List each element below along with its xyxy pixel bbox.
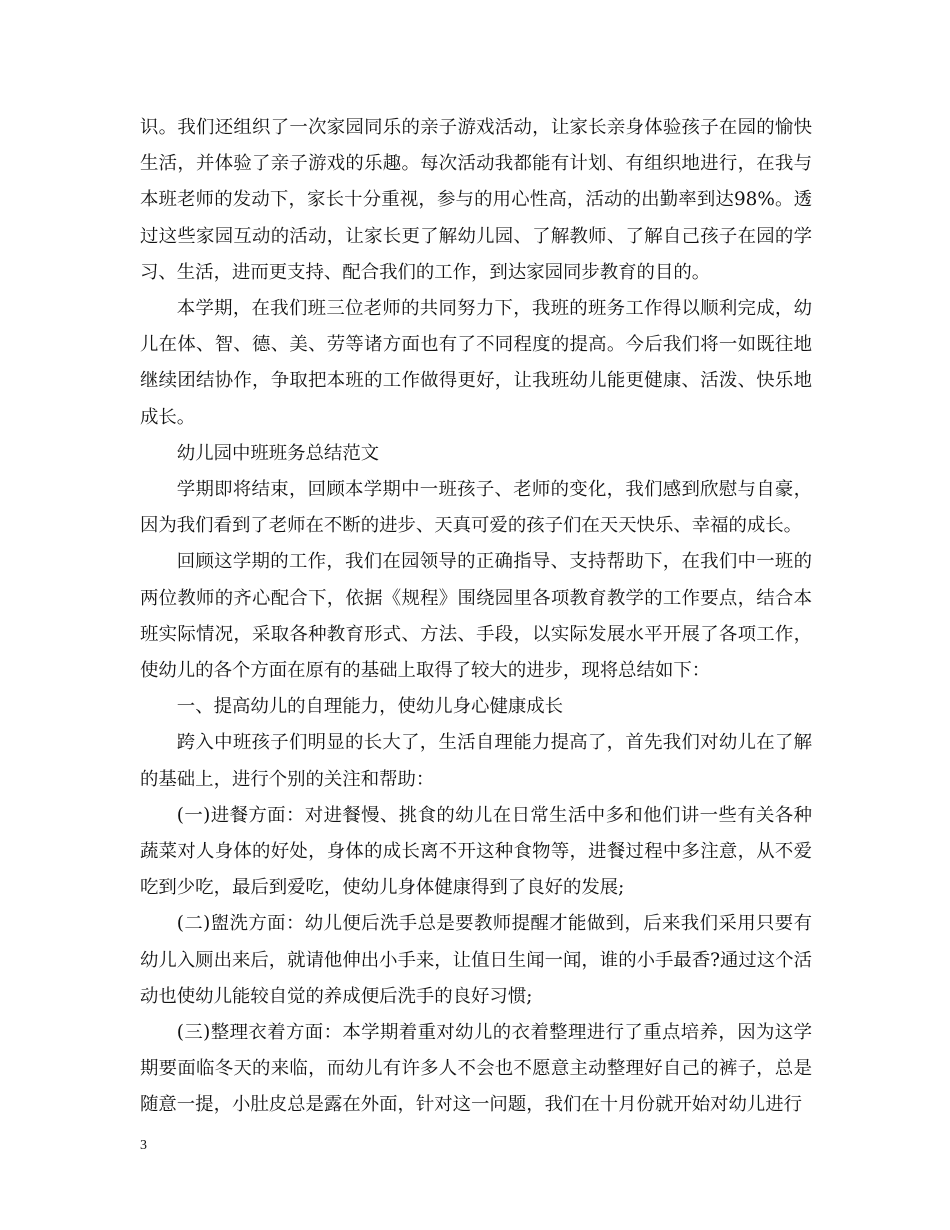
paragraph-9: (二)盥洗方面：幼儿便后洗手总是要教师提醒才能做到，后来我们采用只要有幼儿入厕出来后，就请他伸出小手来，让值日生闻一闻，谁的小手最香?通过这个活动也使幼儿能较自觉的养成便后洗手的良好习惯; — [140, 913, 812, 1007]
document-body — [140, 110, 812, 1124]
paragraph-2: 本学期，在我们班三位老师的共同努力下，我班的班务工作得以顺利完成，幼儿在体、智、德、美、劳等诸方面也有了不同程度的提高。今后我们将一如既往地继续团结协作，争取把本班的工作做得更好，让我班幼儿能更健康、活泼、快乐地成长。 — [140, 298, 812, 428]
paragraph-10: (三)整理衣着方面：本学期着重对幼儿的衣着整理进行了重点培养，因为这学期要面临冬天的来临，而幼儿有许多人不会也不愿意主动整理好自己的裤子，总是随意一提，小肚皮总是露在外面，针对这一问题，我们在十月份就开始对幼儿进行 — [140, 1022, 812, 1116]
page-number: 3 — [140, 1138, 147, 1153]
paragraph-7: 跨入中班孩子们明显的长大了，生活自理能力提高了，首先我们对幼儿在了解的基础上，进行个别的关注和帮助： — [140, 732, 812, 790]
section-heading-1: 一、提高幼儿的自理能力，使幼儿身心健康成长 — [176, 696, 564, 718]
paragraph-1: 识。我们还组织了一次家园同乐的亲子游戏活动，让家长亲身体验孩子在园的愉快生活，并体验了亲子游戏的乐趣。每次活动我都能有计划、有组织地进行，在我与本班老师的发动下，家长十分重视，参与的用心性高，活动的出勤率到达98%。透过这些家园互动的活动，让家长更了解幼儿园、了解教师、了解自己孩子在园的学习、生活，进而更支持、配合我们的工作，到达家园同步教育的目的。 — [140, 117, 812, 283]
paragraph-5: 回顾这学期的工作，我们在园领导的正确指导、支持帮助下，在我们中一班的两位教师的齐心配合下，依据《规程》围绕园里各项教育教学的工作要点，结合本班实际情况，采取各种教育形式、方法、手段，以实际发展水平开展了各项工作，使幼儿的各个方面在原有的基础上取得了较大的进步，现将总结如下： — [140, 551, 812, 682]
section-heading-title: 幼儿园中班班务总结范文 — [176, 442, 380, 464]
paragraph-4: 学期即将结束，回顾本学期中一班孩子、老师的变化，我们感到欣慰与自豪，因为我们看到了老师在不断的进步、天真可爱的孩子们在天天快乐、幸福的成长。 — [140, 479, 812, 537]
paragraph-8: (一)进餐方面：对进餐慢、挑食的幼儿在日常生活中多和他们讲一些有关各种蔬菜对人身体的好处，身体的成长离不开这种食物等，进餐过程中多注意，从不爱吃到少吃，最后到爱吃，使幼儿身体健康得到了良好的发展; — [140, 804, 812, 899]
